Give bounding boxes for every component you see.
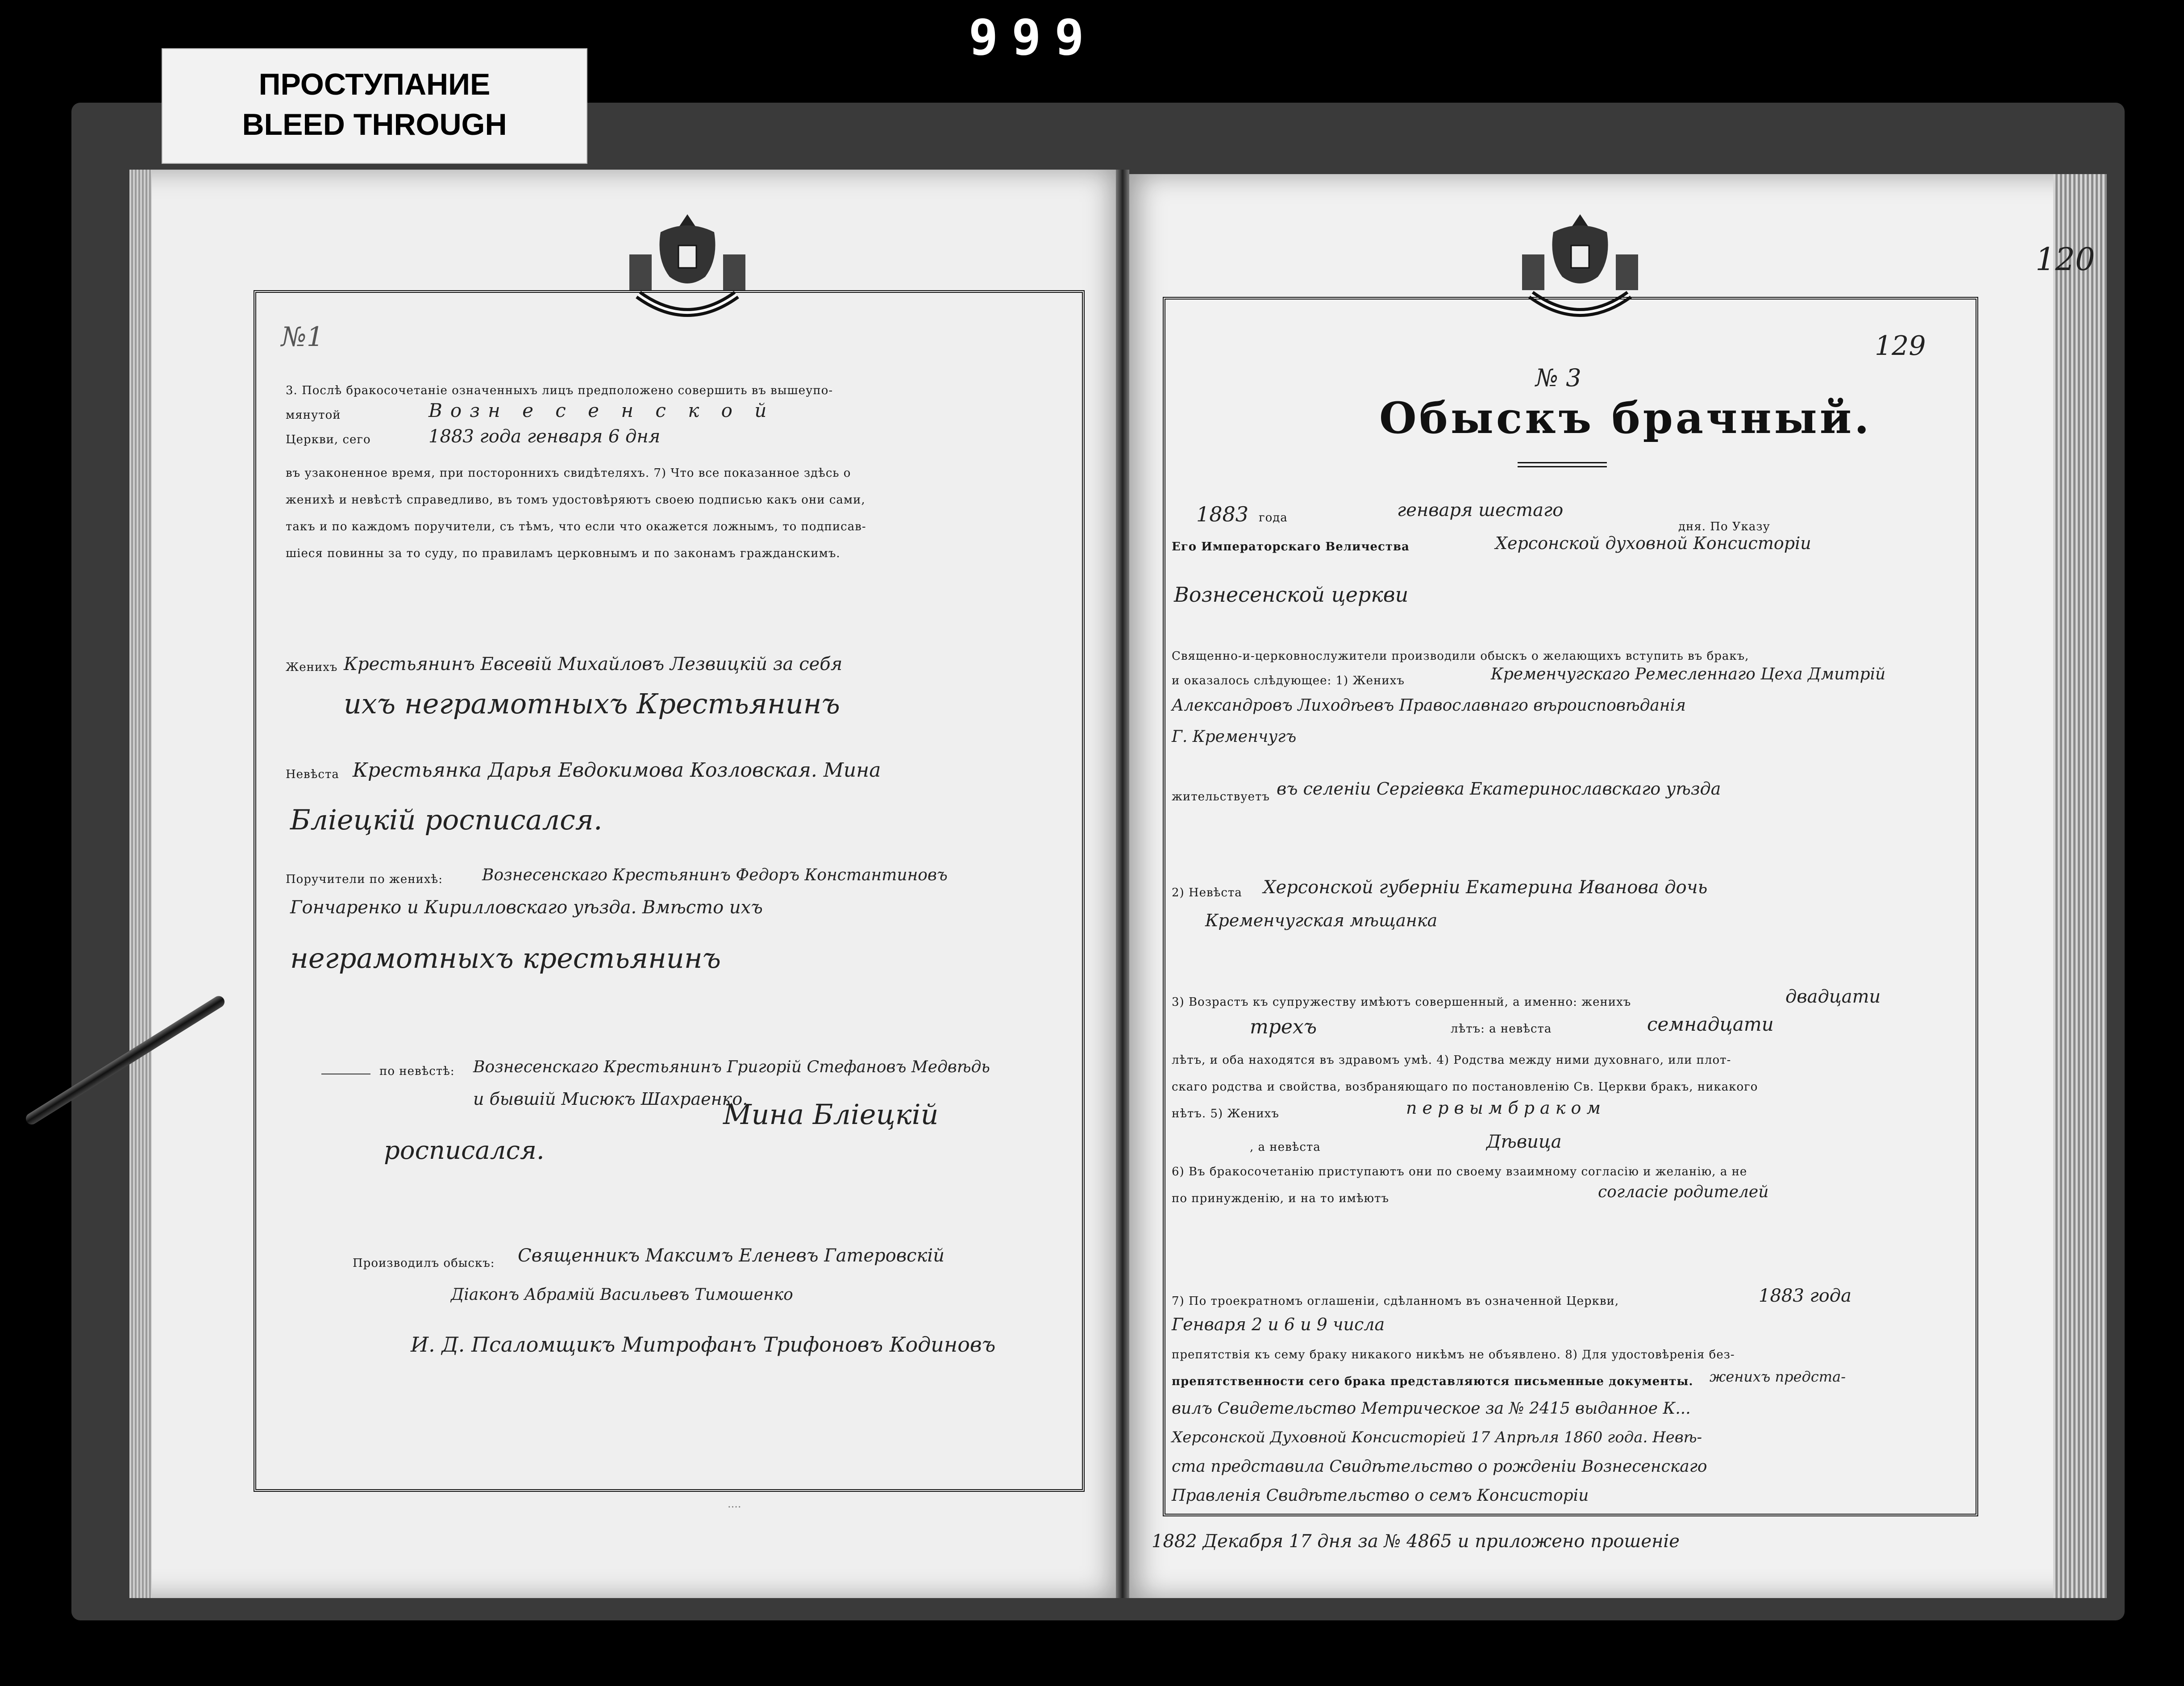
record-number-note: № 3 (1535, 364, 1581, 392)
kin-line: скаго родства и свойства, возбраняющаго по постановленію Св. Церкви бракъ, никакого (1172, 1080, 1758, 1094)
day-suffix: дня. По Указу (1678, 520, 1770, 533)
not-forced-line: по принужденію, и на то имѣютъ (1172, 1192, 1389, 1205)
bride-right-1: Херсонской губерніи Екатерина Иванова дочь (1263, 877, 1708, 898)
none-line: нѣтъ. 5) Женихъ (1172, 1107, 1279, 1120)
book-gutter (1116, 170, 1129, 1598)
parents-consent: согласіе родителей (1598, 1183, 1769, 1201)
bleed-tag-en: BLEED THROUGH (242, 108, 507, 142)
groom-guarantors-3: неграмотныхъ крестьянинъ (290, 942, 721, 974)
health-line: лѣтъ, и оба находятся въ здравомъ умѣ. 4) Родства между ними духовнаго, или плот- (1172, 1053, 1731, 1067)
groom-guarantors-1: Вознесенскаго Крестьянинъ Федоръ Константиновъ (482, 866, 948, 884)
groom-age-2: трехъ (1250, 1016, 1317, 1038)
left-intro-line-2: мянутой (286, 408, 341, 422)
inquiry-by-3: И. Д. Псаломщикъ Митрофанъ Трифоновъ Кодиновъ (411, 1332, 996, 1357)
groom-marital: п е р в ы м б р а к о м (1406, 1098, 1601, 1118)
date-handwriting: генваря шестаго (1397, 500, 1564, 520)
left-intro-line-7: шіеся повинны за то суду, по правиламъ церковнымъ и по законамъ гражданскимъ. (286, 547, 840, 560)
bleed-tag-ru: ПРОСТУПАНИЕ (258, 67, 491, 101)
groom-guarantors-label: Поручители по женихѣ: (286, 873, 443, 886)
bride-right-2: Кременчугская мѣщанка (1205, 911, 1438, 930)
docs-hw-5: Правленія Свидѣтельство о семъ Консисторіи (1172, 1486, 1589, 1505)
left-margin-note: №1 (281, 321, 324, 353)
year-handwriting: 1883 (1196, 502, 1249, 526)
bride-handwriting-1: Крестьянка Дарья Евдокимова Козловская. Мина (353, 759, 881, 782)
found-line: и оказалось слѣдующее: 1) Женихъ (1172, 674, 1405, 687)
church-handwriting: Вознесенской церкви (1174, 583, 1409, 607)
bride-marital: Дѣвица (1486, 1132, 1562, 1152)
bride-guarantors-1: Вознесенскаго Крестьянинъ Григорій Стефановъ Медвѣдь (473, 1058, 990, 1076)
document-title: Обыскъ брачный. (1379, 393, 1872, 443)
consent-line: 6) Въ бракосочетанію приступаютъ они по своему взаимному согласію и желанію, а не (1172, 1165, 1747, 1178)
banns-line: 7) По троекратномъ оглашеніи, сдѣланномъ въ означенной Церкви, (1172, 1295, 1619, 1308)
bride-guarantors-label: по невѣстѣ: (379, 1065, 455, 1078)
bride-guarantors-4: росписался. (384, 1136, 545, 1165)
folio-number: 120 (2035, 241, 2095, 278)
bleed-through-tag (162, 48, 587, 164)
left-intro-line-4: въ узаконенное время, при постороннихъ свидѣтеляхъ. 7) Что все показанное здѣсь о (286, 466, 851, 480)
clergy-line: Священно-и-церковнослужители производили обыскъ о желающихъ вступить въ бракъ, (1172, 649, 1749, 663)
bride-handwriting-2: Бліецкій росписался. (290, 803, 603, 836)
docs-hw-3: Херсонской Духовной Консисторіей 17 Апрѣля 1860 года. Невѣ- (1172, 1428, 1702, 1446)
groom-right-3: Г. Кременчугъ (1172, 728, 1297, 746)
left-intro-line-1: 3. Послѣ бракосочетаніе означенныхъ лицъ предположено совершить въ вышеупо- (286, 384, 833, 397)
inquiry-by-label: Производилъ обыскъ: (353, 1257, 495, 1270)
docs-hw-4: ста представила Свидѣтельство о рожденіи Вознесенскаго (1172, 1457, 1707, 1476)
left-intro-line-5: женихѣ и невѣстѣ справедливо, въ томъ удостовѣряютъ своею подписью какъ они сами, (286, 493, 865, 507)
left-date-line: 1883 года генваря 6 дня (428, 426, 661, 447)
bride-label: Невѣста (286, 768, 339, 781)
left-intro-line-6: такъ и по каждомъ поручители, съ тѣмъ, что если что окажется ложнымъ, то подписав- (286, 520, 866, 533)
left-church-name: Возн е с е н с к о й (428, 400, 775, 421)
bottom-stamp: .... (728, 1498, 741, 1510)
age-line: 3) Возрастъ къ супружеству имѣютъ совершенный, а именно: женихъ (1172, 995, 1631, 1009)
resides-handwriting: въ селеніи Сергіевка Екатеринославскаго уѣзда (1277, 779, 1721, 799)
years-line: лѣтъ: а невѣста (1451, 1022, 1552, 1036)
docs-hw-1: женихъ предста- (1710, 1368, 1846, 1385)
docs-hw-2: вилъ Свидетельство Метрическое за № 2415 выданное К... (1172, 1399, 1691, 1418)
obstacle-line: препятствія къ сему браку никакого никѣмъ не объявлено. 8) Для удостовѣренія без- (1172, 1348, 1735, 1361)
majesty-line: Его Императорскаго Величества (1172, 540, 1410, 554)
groom-right-1: Кременчугскаго Ремесленнаго Цеха Дмитрій (1491, 665, 1886, 683)
banns-date-1: 1883 года (1759, 1286, 1852, 1306)
film-frame-number: 999 (969, 9, 1098, 66)
bride-right-label: 2) Невѣста (1172, 886, 1242, 899)
left-intro-line-3: Церкви, сего (286, 433, 371, 446)
page-number-note: 129 (1875, 330, 1926, 362)
bride-guarantors-3: Мина Бліецкій (723, 1098, 939, 1131)
groom-label: Женихъ (286, 661, 338, 674)
groom-age: двадцати (1785, 987, 1881, 1007)
decree-place: Херсонской духовной Консисторіи (1495, 533, 1811, 553)
left-page-edges (129, 170, 152, 1598)
year-suffix: года (1259, 511, 1288, 525)
resides-label: жительствуетъ (1172, 790, 1270, 803)
docs-hw-6: 1882 Декабря 17 дня за № 4865 и приложено прошеніе (1152, 1531, 1680, 1552)
bride-guarantors-2: и бывшій Мисюкъ Шахраенко. (473, 1089, 748, 1109)
groom-handwriting-2: ихъ неграмотныхъ Крестьянинъ (344, 687, 840, 720)
and-bride-line: , а невѣста (1250, 1141, 1321, 1154)
groom-handwriting-1: Крестьянинъ Евсевій Михайловъ Лезвицкій за себя (344, 654, 843, 674)
groom-guarantors-2: Гончаренко и Кирилловскаго уѣзда. Вмѣсто ихъ (290, 897, 763, 918)
groom-right-2: Александровъ Лиходѣевъ Православнаго вѣроисповѣданія (1172, 696, 1686, 715)
inquiry-by-1: Священникъ Максимъ Еленевъ Гатеровскій (518, 1245, 944, 1266)
docs-line: препятственности сего брака представляются письменные документы. (1172, 1375, 1693, 1388)
inquiry-by-2: Діаконъ Абрамій Васильевъ Тимошенко (451, 1286, 793, 1304)
title-ornament (1518, 462, 1607, 467)
bride-age: семнадцати (1647, 1013, 1774, 1035)
banns-date-2: Генваря 2 и 6 и 9 числа (1172, 1315, 1385, 1334)
right-page-edges (2053, 174, 2107, 1598)
